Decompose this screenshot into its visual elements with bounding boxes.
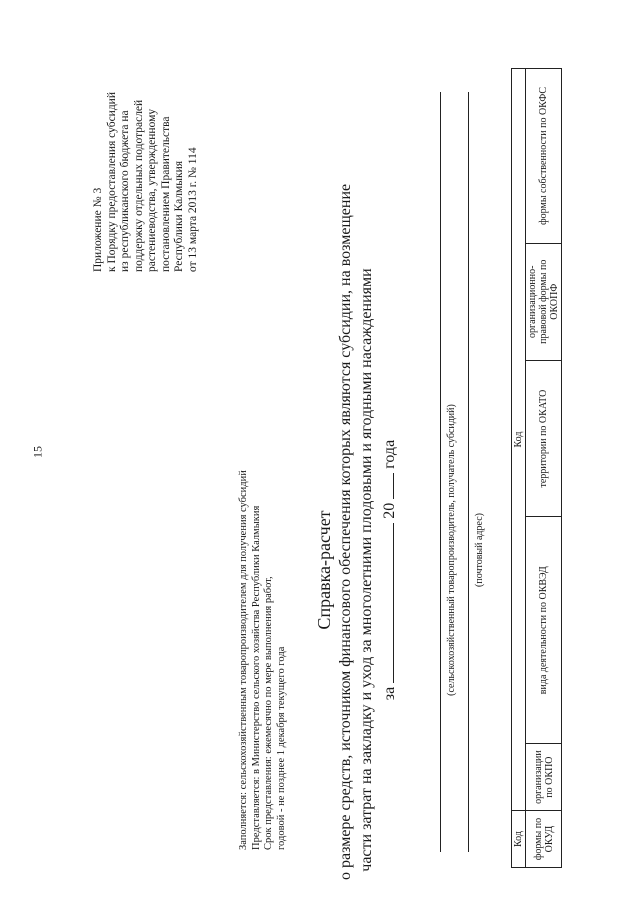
appendix-line: Приложение № 3 [92,187,104,272]
code-column-okud: формы по ОКУД [526,811,562,868]
document-title: Справка-расчет [314,510,334,630]
appendix-line: Республики Калмыкия [173,160,185,272]
code-column-okato: территории по ОКАТО [526,360,562,517]
appendix-line: постановлением Правительства [159,116,172,272]
document-subtitle-line2: части затрат на закладку и уход за многолетними плодовыми и ягодными насаждениями [358,268,375,872]
document-title-block [313,183,400,880]
producer-fill-line[interactable] [440,92,441,852]
appendix-note [92,92,200,272]
appendix-line: от 13 марта 2013 г. № 114 [186,147,199,272]
period-blank-field[interactable] [379,523,394,683]
table-row [512,69,526,868]
fill-info-line: Заполняется: сельскохозяйственным товаропроизводителем для получения субсидий [238,470,249,850]
document-subtitle-line1: о размере средств, источником финансового обеспечения которых являются субсидии, на возмещение [337,183,354,880]
fill-info-line: годовой - не позднее 1 декабря текущего года [275,646,287,850]
address-fill-line[interactable] [468,92,469,852]
code-column-okved: вида деятельности по ОКВЭД [526,517,562,744]
table-row [526,69,562,868]
codes-table [511,68,562,868]
fill-info-line: Срок представления: ежемесячно по мере выполнения работ, [263,576,274,850]
codes-header-left: Код [512,811,526,868]
period-year-blank-field[interactable] [379,473,394,499]
appendix-line: из республиканского бюджета на [119,110,131,272]
appendix-line: к Порядку предоставления субсидий [105,92,118,272]
producer-caption: (сельскохозяйственный товаропроизводитель, получатель субсидий) [446,404,457,696]
period-suffix: года [381,439,398,469]
codes-header-right: Код [512,69,526,811]
period-prefix: за [381,686,398,701]
appendix-line: растениеводства, утвержденному [146,108,158,272]
address-caption: (почтовый адрес) [474,513,485,587]
page-number: 15 [30,446,45,458]
period-year-prefix: 20 [381,502,398,519]
fill-instructions [238,470,288,850]
code-column-okfs: формы собственности по ОКФС [526,69,562,244]
fill-info-line: Представляется: в Министерство сельского хозяйства Республики Калмыкия [250,505,262,850]
appendix-line: поддержку отдельных подотраслей [132,99,145,272]
code-column-okopf: организационно-правовой формы по ОКОПФ [526,243,562,360]
period-line [379,260,400,880]
code-column-okpo: организации по ОКПО [526,744,562,811]
